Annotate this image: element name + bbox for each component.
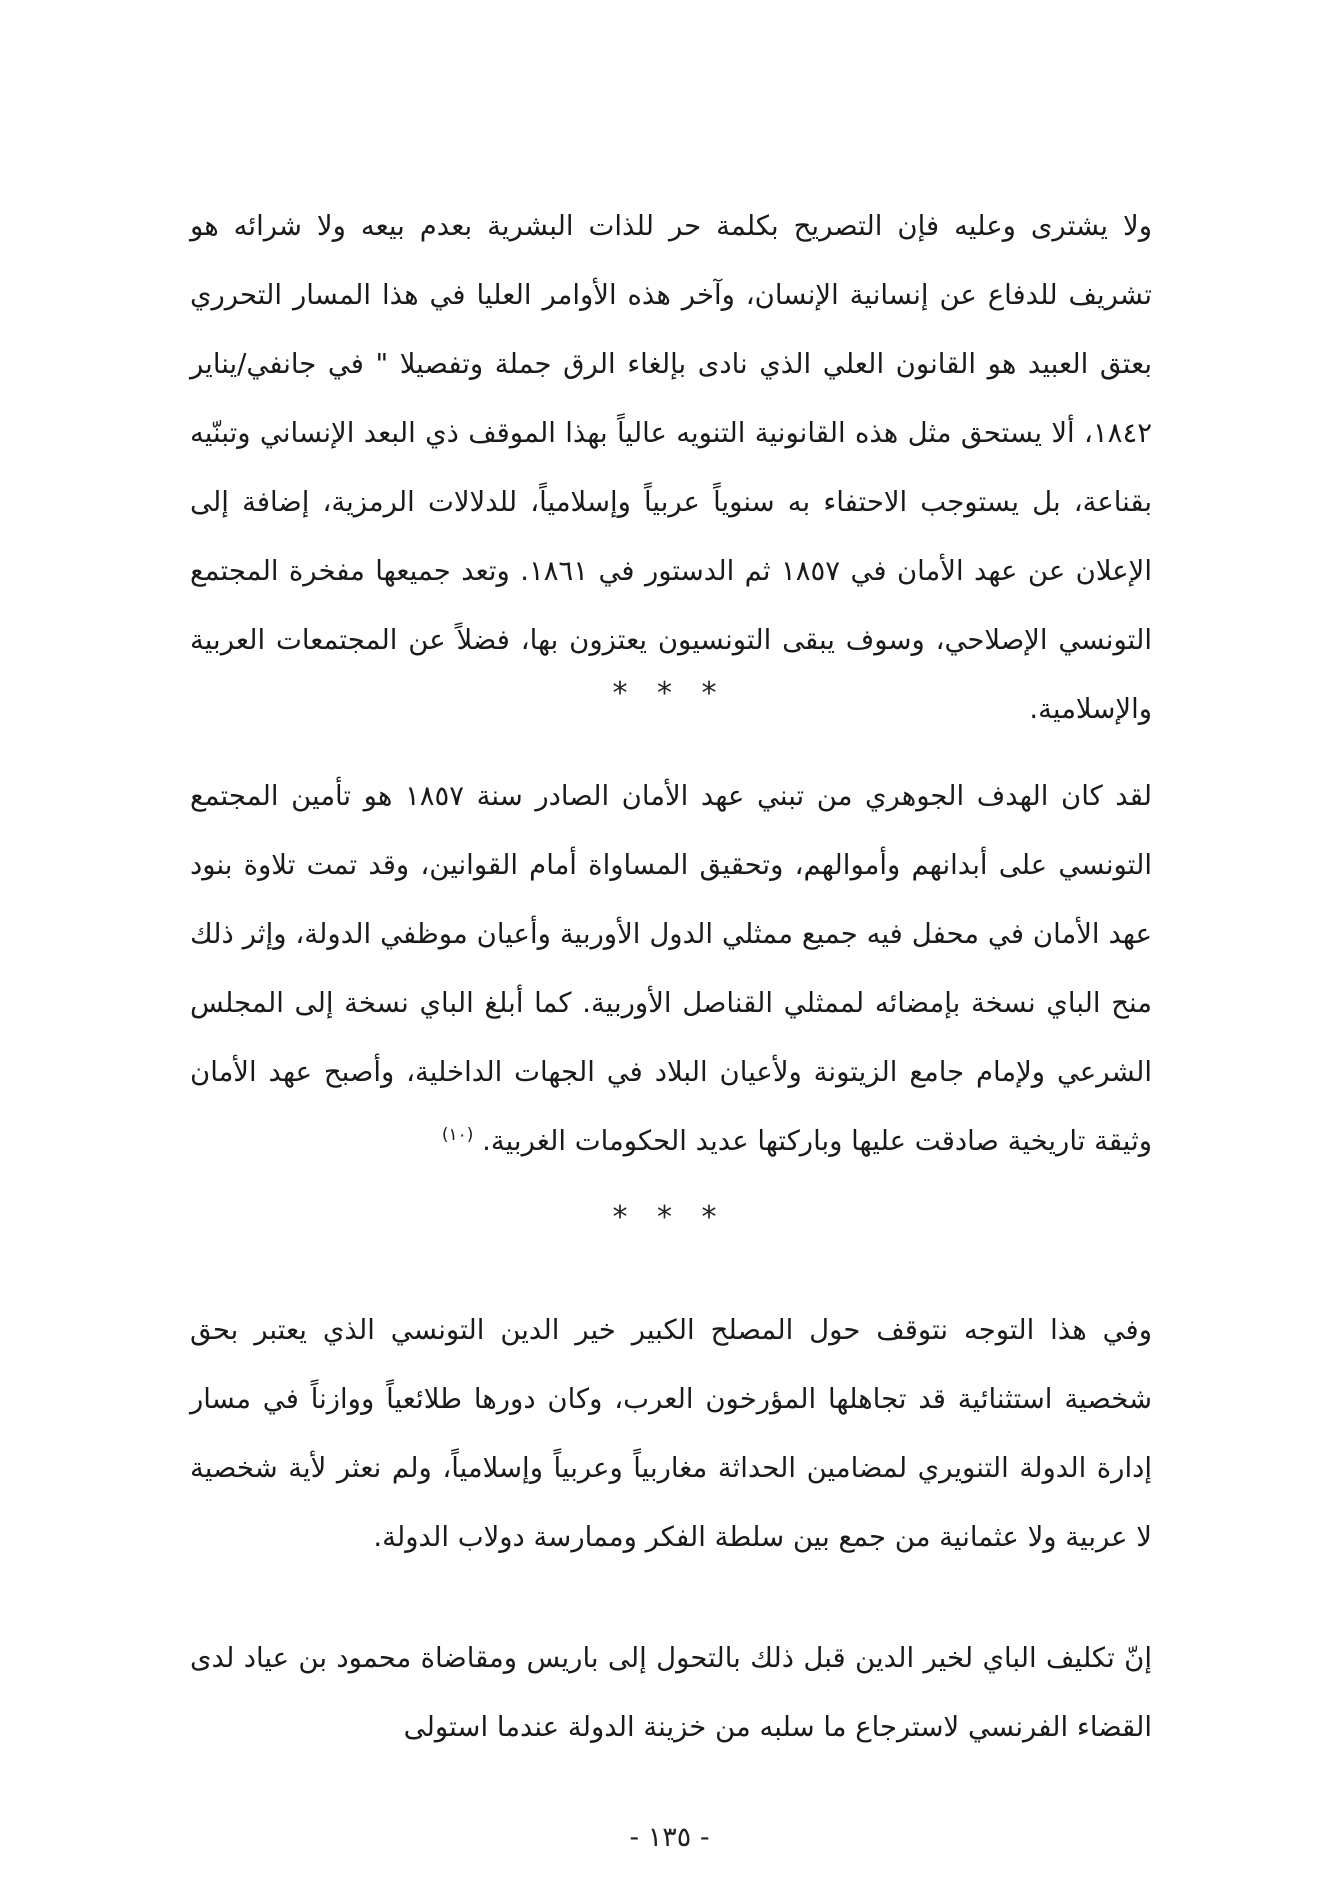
paragraph-text: وفي هذا التوجه نتوقف حول المصلح الكبير خير الدين التونسي الذي يعتبر بحق شخصية استثنائية قد تجاهلها المؤرخون العرب، وكان دورها طلائعياً ووازناً في مسار إدارة الدولة التنويري لمضامين الحداثة مغاربياً وعربياً وإسلامياً، ولم نعثر لأية شخصية لا عربية ولا عثمانية من جمع بين سلطة الفكر وممارسة دولاب الدولة. xyxy=(190,1314,1152,1553)
paragraph-khayr-al-din xyxy=(190,1296,1152,1572)
paragraph-body: لقد كان الهدف الجوهري من تبني عهد الأمان الصادر سنة ١٨٥٧ هو تأمين المجتمع التونسي على أبدانهم وأموالهم، وتحقيق المساواة أمام القوانين، وقد تمت تلاوة بنود عهد الأمان في محفل فيه جميع ممثلي الدول الأوربية وأعيان موظفي الدولة، وإثر ذلك منح الباي نسخة بإمضائه لممثلي القناصل الأوربية. كما أبلغ الباي نسخة إلى المجلس الشرعي ولإمام جامع الزيتونة ولأعيان البلاد في الجهات الداخلية، وأصبح عهد الأمان وثيقة تاريخية صادقت عليها وباركتها عديد الحكومات الغربية. xyxy=(190,780,1152,1157)
footnote-reference: (١٠) xyxy=(441,1124,474,1145)
paragraph-text: ولا يشترى وعليه فإن التصريح بكلمة حر للذات البشرية بعدم بيعه ولا شرائه هو تشريف للدفاع عن إنسانية الإنسان، وآخر هذه الأوامر العليا في هذا المسار التحرري بعتق العبيد هو القانون العلي الذي نادى بإلغاء الرق جملة وتفصيلا " في جانفي/يناير ١٨٤٢، ألا يستحق مثل هذه القانونية التنويه عالياً بهذا الموقف ذي البعد الإنساني وتبنّيه بقناعة، بل يستوجب الاحتفاء به سنوياً عربياً وإسلامياً، للدلالات الرمزية، إضافة إلى الإعلان عن عهد الأمان في ١٨٥٧ ثم الدستور في ١٨٦١. وتعد جميعها مفخرة المجتمع التونسي الإصلاحي، وسوف يبقى التونسيون يعتزون بها، فضلاً عن المجتمعات العربية والإسلامية. xyxy=(190,210,1152,725)
paragraph-text: إنّ تكليف الباي لخير الدين قبل ذلك بالتحول إلى باريس ومقاضاة محمود بن عياد لدى القضاء الفرنسي لاسترجاع ما سلبه من خزينة الدولة عندما استولى xyxy=(190,1642,1152,1743)
paragraph-text xyxy=(190,762,1152,1176)
section-separator: * * * xyxy=(612,1200,727,1235)
section-separator: * * * xyxy=(612,676,727,711)
page-number: - ١٣٥ - xyxy=(629,1822,710,1853)
paragraph-ahd-al-aman xyxy=(190,762,1152,1176)
paragraph-paris-mission xyxy=(190,1624,1152,1762)
paragraph-slavery-abolition xyxy=(190,192,1152,744)
